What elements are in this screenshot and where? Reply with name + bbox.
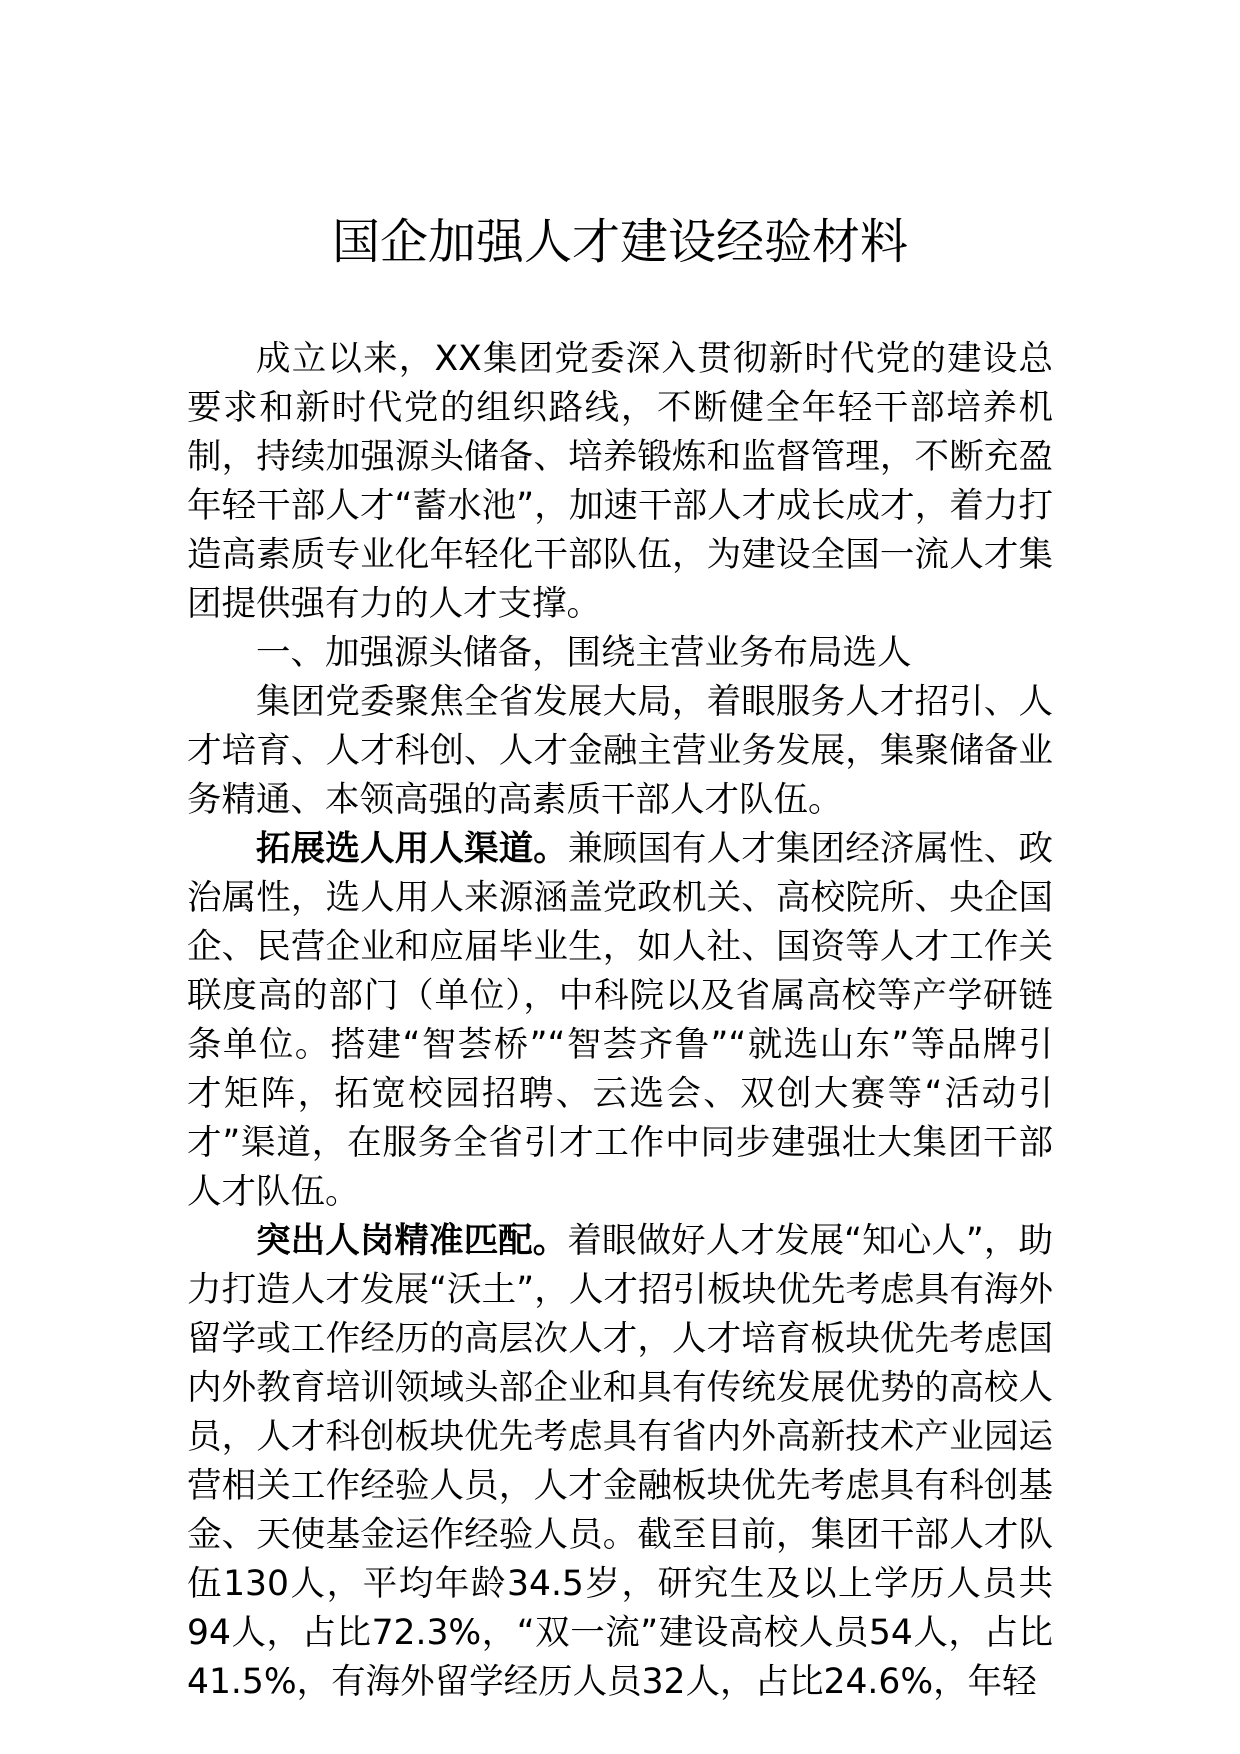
intro-paragraph: 成立以来，XX集团党委深入贯彻新时代党的建设总要求和新时代党的组织路线，不断健全年轻干部培养机制，持续加强源头储备、培养锻炼和监督管理，不断充盈年轻干部人才“蓄水池”，加速干部人才成长成才，着力打造高素质专业化年轻化干部队伍，为建设全国一流人才集团提供强有力的人才支撑。 [187,339,1053,624]
point-lead-matching: 突出人岗精准匹配。 [256,1221,568,1261]
point-paragraph-channels [187,825,1053,1217]
section-paragraph: 集团党委聚焦全省发展大局，着眼服务人才招引、人才培育、人才科创、人才金融主营业务发展，集聚储备业务精通、本领高强的高素质干部人才队伍。 [187,682,1053,820]
section-heading: 一、加强源头储备，围绕主营业务布局选人 [256,633,912,673]
document-title: 国企加强人才建设经验材料 [331,214,908,270]
document-body [187,335,1053,1707]
point-paragraph-matching [187,1217,1053,1707]
point-body-channels: 兼顾国有人才集团经济属性、政治属性，选人用人来源涵盖党政机关、高校院所、央企国企、民营企业和应届毕业生，如人社、国资等人才工作关联度高的部门（单位），中科院以及省属高校等产学研链条单位。搭建“智荟桥”“智荟齐鲁”“就选山东”等品牌引才矩阵，拓宽校园招聘、云选会、双创大赛等“活动引才”渠道，在服务全省引才工作中同步建强壮大集团干部人才队伍。 [187,829,1054,1212]
point-lead-channels: 拓展选人用人渠道。 [256,829,568,869]
point-body-matching: 着眼做好人才发展“知心人”，助力打造人才发展“沃土”，人才招引板块优先考虑具有海外留学或工作经历的高层次人才，人才培育板块优先考虑国内外教育培训领域头部企业和具有传统发展优势的高校人员，人才科创板块优先考虑具有省内外高新技术产业园运营相关工作经验人员，人才金融板块优先考虑具有科创基金、天使基金运作经验人员。截至目前，集团干部人才队伍130人，平均年龄34.5岁，研究生及以上学历人员共94人，占比72.3%，“双一流”建设高校人员54人，占比41.5%，有海外留学经历人员32人，占比24.6%，年轻 [187,1221,1054,1702]
